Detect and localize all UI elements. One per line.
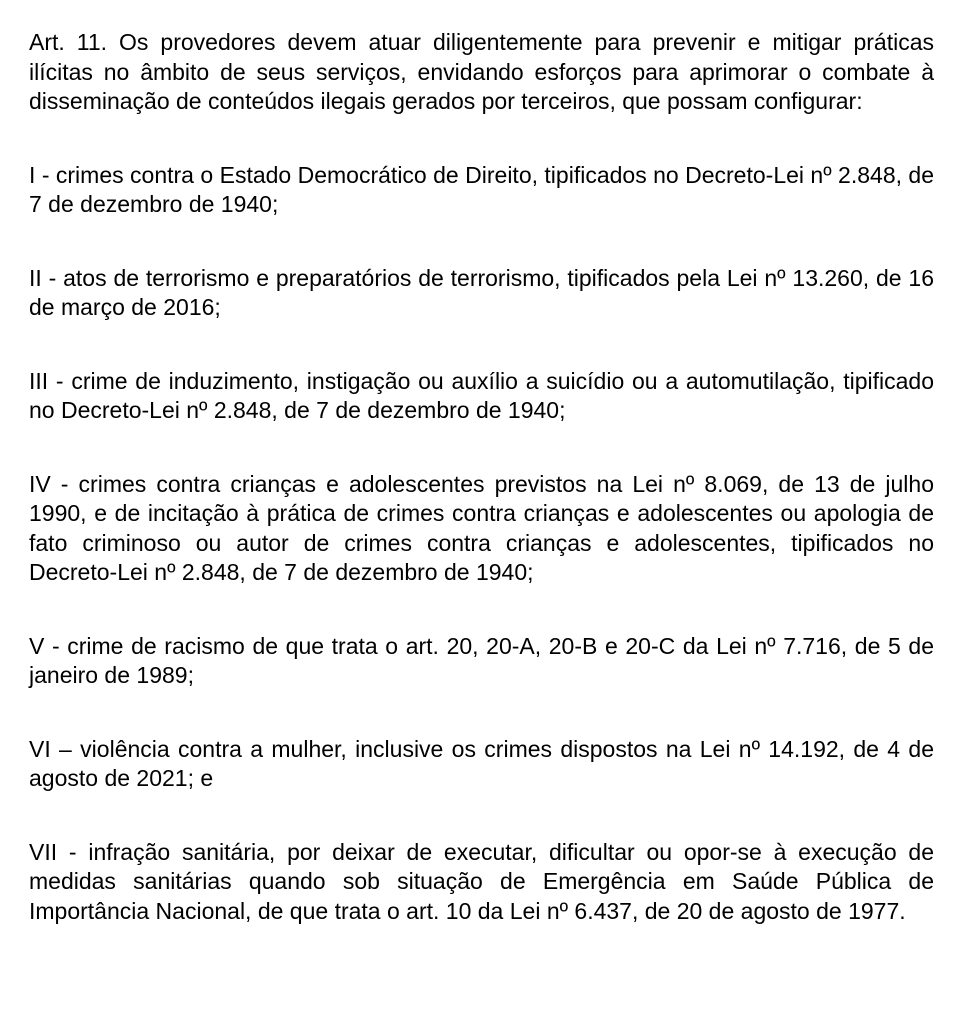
item-i: I - crimes contra o Estado Democrático de Direito, tipificados no Decreto-Lei nº 2.848, de 7 de dezembro de 1940; [29, 161, 934, 217]
item-vi: VI – violência contra a mulher, inclusive os crimes dispostos na Lei nº 14.192, de 4 de agosto de 2021; e [29, 735, 934, 791]
item-vii: VII - infração sanitária, por deixar de executar, dificultar ou opor-se à execução de medidas sanitárias quando sob situação de Emergência em Saúde Pública de Importância Nacional, de que trata o art. 10 da Lei nº 6.437, de 20 de agosto de 1977. [29, 838, 934, 924]
item-ii: II - atos de terrorismo e preparatórios de terrorismo, tipificados pela Lei nº 13.260, de 16 de março de 2016; [29, 264, 934, 320]
item-iv: IV - crimes contra crianças e adolescentes previstos na Lei nº 8.069, de 13 de julho 1990, e de incitação à prática de crimes contra crianças e adolescentes ou apologia de fato criminoso ou autor de crimes contra crianças e adolescentes, tipificados no Decreto-Lei nº 2.848, de 7 de dezembro de 1940; [29, 470, 934, 585]
article-caput: Art. 11. Os provedores devem atuar diligentemente para prevenir e mitigar práticas ilícitas no âmbito de seus serviços, envidando esforços para aprimorar o combate à disseminação de conteúdos ilegais gerados por terceiros, que possam configurar: [29, 29, 934, 114]
item-v: V - crime de racismo de que trata o art. 20, 20-A, 20-B e 20-C da Lei nº 7.716, de 5 de janeiro de 1989; [29, 632, 934, 688]
item-iii: III - crime de induzimento, instigação ou auxílio a suicídio ou a automutilação, tipificado no Decreto-Lei nº 2.848, de 7 de dezembro de 1940; [29, 367, 934, 423]
document-body [29, 28, 934, 926]
